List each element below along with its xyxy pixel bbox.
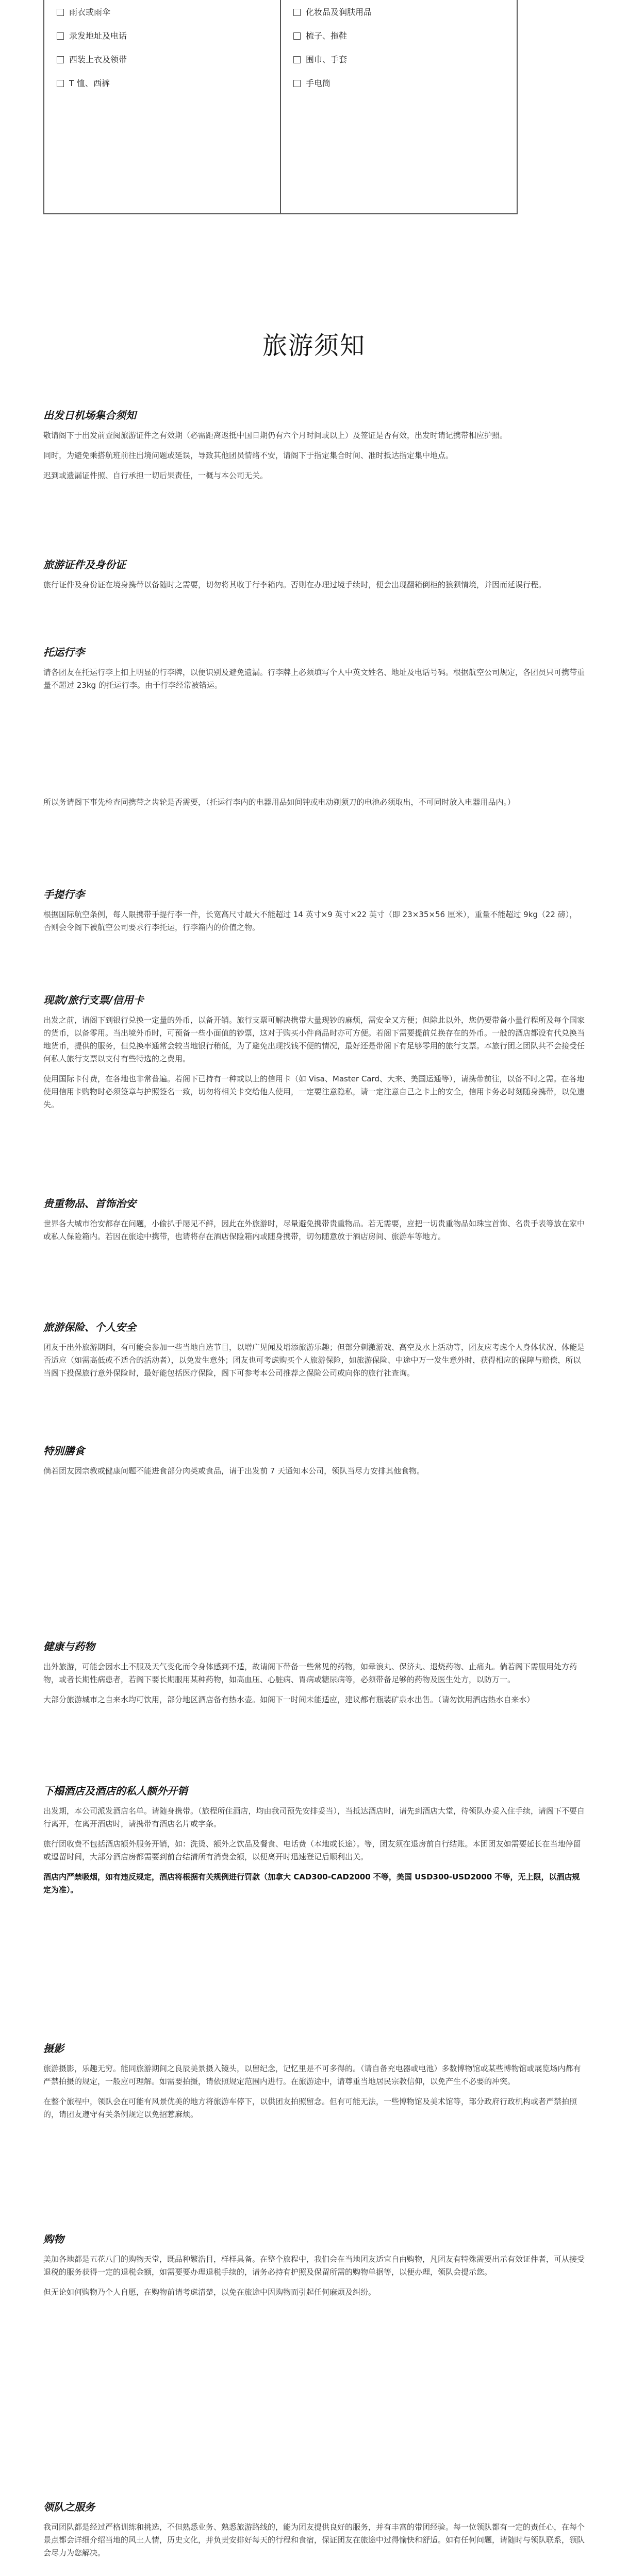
section-heading: 购物 [43,2233,64,2245]
packing-item [57,78,268,102]
section-health-medicine [43,1638,585,1714]
section-paragraph: 在整个旅程中，领队会在可能有风景优美的地方将旅游车停下，以供团友拍照留念。但有可能无法，一些博物馆及美术馆等，部分政府行政机构或者严禁拍照的，请团友遵守有关条例规定以免招惹麻烦。 [43,2097,577,2119]
section-paragraph: 迟到或遗漏证件照、自行承担一切后果责任，一概与本公司无关。 [43,471,268,480]
packing-item-label: 手电筒 [306,78,331,88]
section-tour-leader [43,2499,585,2567]
section-paragraph: 出外旅游，可能会因水土不服及天气变化而令身体感到不适，故请阁下带备一些常见的药物，如晕浪丸、保济丸、退烧药物、止痛丸。倘若阁下需服用处方药物，或者长期性病患者，若阁下要长期服用某种药物，如高血压、心脏病、胃病或糖尿病等，必须带备足够的药物及医生处方，以防万一。 [43,1662,577,1684]
checkbox-icon[interactable] [293,9,301,16]
packing-item [293,7,504,31]
packing-list-right-column [280,0,517,213]
section-valuables [43,1195,585,1250]
section-paragraph: 请各团友在托运行李上扣上明显的行李牌，以便识别及避免遗漏。行李牌上必须填写个人中英文姓名、地址及电话号码。根据航空公司规定，各团员只可携带重量不超过 23kg 的托运行李。由于行李经常被错运。 [43,668,585,690]
travel-notes-title: 旅游须知 [262,331,366,361]
packing-item [293,55,504,78]
section-battery-note [43,796,585,816]
section-paragraph: 出发之前，请阁下到银行兑换一定量的外币，以备开销。旅行支票可解决携带大量现钞的麻烦，需安全又方便；但除此以外，您仍要带备小量行程所及每个国家的货币，以备零用。当出境外币时，可预备一些小面值的钞票，这对于购买小件商品时亦可方便。若阁下需要提前兑换存在的外币。一般的酒店都设有代兑换当地货币，提供的服务，但兑换率通常会较当地银行稍低，为了避免出现找钱不便的情况，最好还是带阁下有足够零用的旅行支票。本旅行团之团队共不会接受任何私人旅行支票以支付有些特选的之费用。 [43,1015,585,1063]
packing-item [57,7,268,31]
section-heading: 贵重物品、首饰治安 [43,1197,136,1210]
section-paragraph: 倘若团友因宗教或健康问题不能进食部分肉类或食品，请于出发前 7 天通知本公司，领队当尽力安排其他食物。 [43,1466,425,1476]
section-heading: 下榻酒店及酒店的私人额外开销 [43,1785,188,1797]
section-paragraph: 使用国际卡付费，在各地也非常普遍。若阁下已持有一种或以上的信用卡（如 Visa、Master Card、大来、美国运通等），请携带前往，以备不时之需。在各地使用信用卡购物时必须签章与护照签名一致，切勿将相关卡交给他人使用，一定要注意隐私，请一定注意自己之卡上的安全，信用卡务必时刻随身携带，以免遗失。 [43,1074,585,1109]
section-paragraph: 世界各大城市治安都存在问题，小偷扒手屡见不鲜，因此在外旅游时，尽量避免携带贵重物品。若无需要，应把一切贵重物品如珠宝首饰、名贵手表等放在家中或私人保险箱内。若因在旅途中携带，也请将存在酒店保险箱内或随身携带，切勿随意放于酒店房间、旅游车等地方。 [43,1219,585,1241]
section-paragraph: 同时，为避免乘搭航班前往出境问题或延误，导致其他团员情绪不安，请阁下于指定集合时间、准时抵达指定集中地点。 [43,451,454,460]
section-travel-documents [43,556,585,599]
section-paragraph: 酒店内严禁吸烟，如有违反规定，酒店将根据有关规例进行罚款（加拿大 CAD300-CAD2000 不等，美国 USD300-USD2000 不等，无上限，以酒店规定为准）。 [43,1872,580,1894]
section-cash-cards [43,992,585,1118]
checkbox-icon[interactable] [293,32,301,40]
packing-item-label: T 恤、西裤 [69,78,110,88]
packing-item [57,31,268,55]
section-paragraph: 敬请阁下于出发前查阅旅游证件之有效期（必需距离返抵中国日期仍有六个月时间或以上）及签证是否有效，出发时请记携带相应护照。 [43,431,508,440]
checkbox-icon[interactable] [57,9,64,16]
checkbox-icon[interactable] [57,32,64,40]
section-paragraph: 大部分旅游城市之自来水均可饮用，部分地区酒店备有热水壶。如阁下一时间未能适应，建议都有瓶装矿泉水出售。（请勿饮用酒店热水自来水） [43,1695,535,1704]
section-heading: 旅游保险、个人安全 [43,1321,136,1333]
section-paragraph: 所以务请阁下事先检查同携带之齿轮是否需要，（托运行李内的电器用品如间钟或电动剃须刀的电池必须取出，不可同时放入电器用品内。） [43,798,516,807]
packing-item [293,31,504,55]
section-heading: 领队之服务 [43,2501,95,2513]
packing-item-label: 梳子、拖鞋 [306,31,348,41]
packing-list-left-column [44,0,280,213]
section-heading: 托运行李 [43,646,85,658]
section-heading: 健康与药物 [43,1640,95,1653]
section-paragraph: 旅行团收费不包括酒店额外服务开销，如：洗烫、额外之饮品及餐食、电话费（本地或长途）。等，团友须在退房前自行结账。本团团友如需要延长在当地停留或逗留时间，大部分酒店房都需要到前台结清所有消费金额，以便离开时迅速登记后顺利出关。 [43,1839,581,1861]
section-carry-on-luggage [43,886,585,941]
section-paragraph: 旅行证件及身份证在境身携带以备随时之需要，切勿将其收于行李箱内。否则在办理过境手续时，便会出现翻箱倒柜的狼狈情境，并因而延误行程。 [43,580,547,589]
section-heading: 现款/旅行支票/信用卡 [43,994,144,1006]
checkbox-icon[interactable] [57,80,64,87]
section-airport-assembly [43,407,585,489]
section-paragraph: 根据国际航空条例，每人限携带手提行李一件，长宽高尺寸最大不能超过 14 英寸×9 英寸×22 英寸（即 23×35×56 厘米），重量不能超过 9kg（22 磅），否则会令阁下被航空公司要求行李托运，行李箱内的价值之物。 [43,910,577,932]
section-heading: 手提行李 [43,888,85,901]
section-heading: 旅游证件及身份证 [43,558,126,571]
checkbox-icon[interactable] [293,56,301,63]
packing-item-label: 西装上衣及领带 [69,55,127,64]
packing-item-label: 录发地址及电话 [69,31,127,41]
checkbox-icon[interactable] [57,56,64,63]
section-paragraph: 我司团队都是经过严格训练和挑选，不但熟悉业务、熟悉旅游路线的，能为团友提供良好的服务，并有丰富的带团经验。每一位领队都有一定的责任心，在每个景点都会详细介绍当地的风土人情，历史文化，并负责安排好每天的行程和食宿，保证团友在旅途中过得愉快和舒适。如有任何问题，请随时与领队联系，领队会尽力为您解决。 [43,2522,585,2557]
section-photography [43,2040,585,2128]
section-special-meals [43,1443,585,1485]
checkbox-icon[interactable] [293,80,301,87]
section-heading: 特别膳食 [43,1445,85,1457]
section-paragraph: 团友于出外旅游期间，有可能会参加一些当地自选节目，以增广见闻及增添旅游乐趣；但部分刺激游戏、高空及水上活动等，团友应考虑个人身体状况、体能是否适应（如需高低或不适合的活动者），以免发生意外；团友也可考虑购买个人旅游保险，如旅游保险、中途中万一发生意外时，获得相应的保障与赔偿，所以当阁下投保旅行意外保险时，最好能包括医疗保险，阁下可参考本公司推荐之保险公司或向你的旅行社查询。 [43,1343,585,1378]
packing-item [57,55,268,78]
packing-item-label: 围巾、手套 [306,55,348,64]
section-hotel-expenses [43,1783,585,1904]
section-checked-luggage [43,644,585,699]
section-shopping [43,2231,585,2306]
packing-item [293,78,504,102]
packing-list-table [43,0,518,214]
section-insurance-safety [43,1319,585,1387]
section-paragraph: 旅游摄影，乐趣无穷。能同旅游期间之良辰美景摄入镜头，以留纪念，记忆里是不可多得的。（请自备充电器或电池）多数博物馆或某些博物馆或展览场内都有严禁拍摄的规定，一般应可理解。如需要拍摄，请依照规定范围内进行。在旅游途中，请尊重当地居民宗教信仰，以免产生不必要的冲突。 [43,2064,581,2086]
section-paragraph: 出发期，本公司派发酒店名单。请随身携带。（旅程所住酒店，均由我司预先安排妥当），当抵达酒店时，请先到酒店大堂，待领队办妥入住手续，请阁下不要自行离开，在离开酒店时，请携带有酒店名片或字条。 [43,1806,585,1828]
section-paragraph: 美加各地都是五花八门的购物天堂，既品种繁浩目，样样具备。在整个旅程中，我们会在当地团友适宜自由购物，凡团友有特殊需要出示有效证件者，可从接受退税的服务获得一定的退税金额，如需要要办理退税手续的，请务必持有护照及保留所需的购物单据等，以便办理，领队会提示您。 [43,2255,585,2277]
section-heading: 摄影 [43,2042,64,2055]
section-heading: 出发日机场集合须知 [43,409,136,421]
packing-item-label: 雨衣或雨伞 [69,7,111,17]
packing-item-label: 化妆品及润肤用品 [306,7,372,17]
section-paragraph: 但无论如何购物乃个人自愿，在购物前请考虑清楚，以免在旅途中因购物而引起任何麻烦及纠纷。 [43,2287,376,2297]
